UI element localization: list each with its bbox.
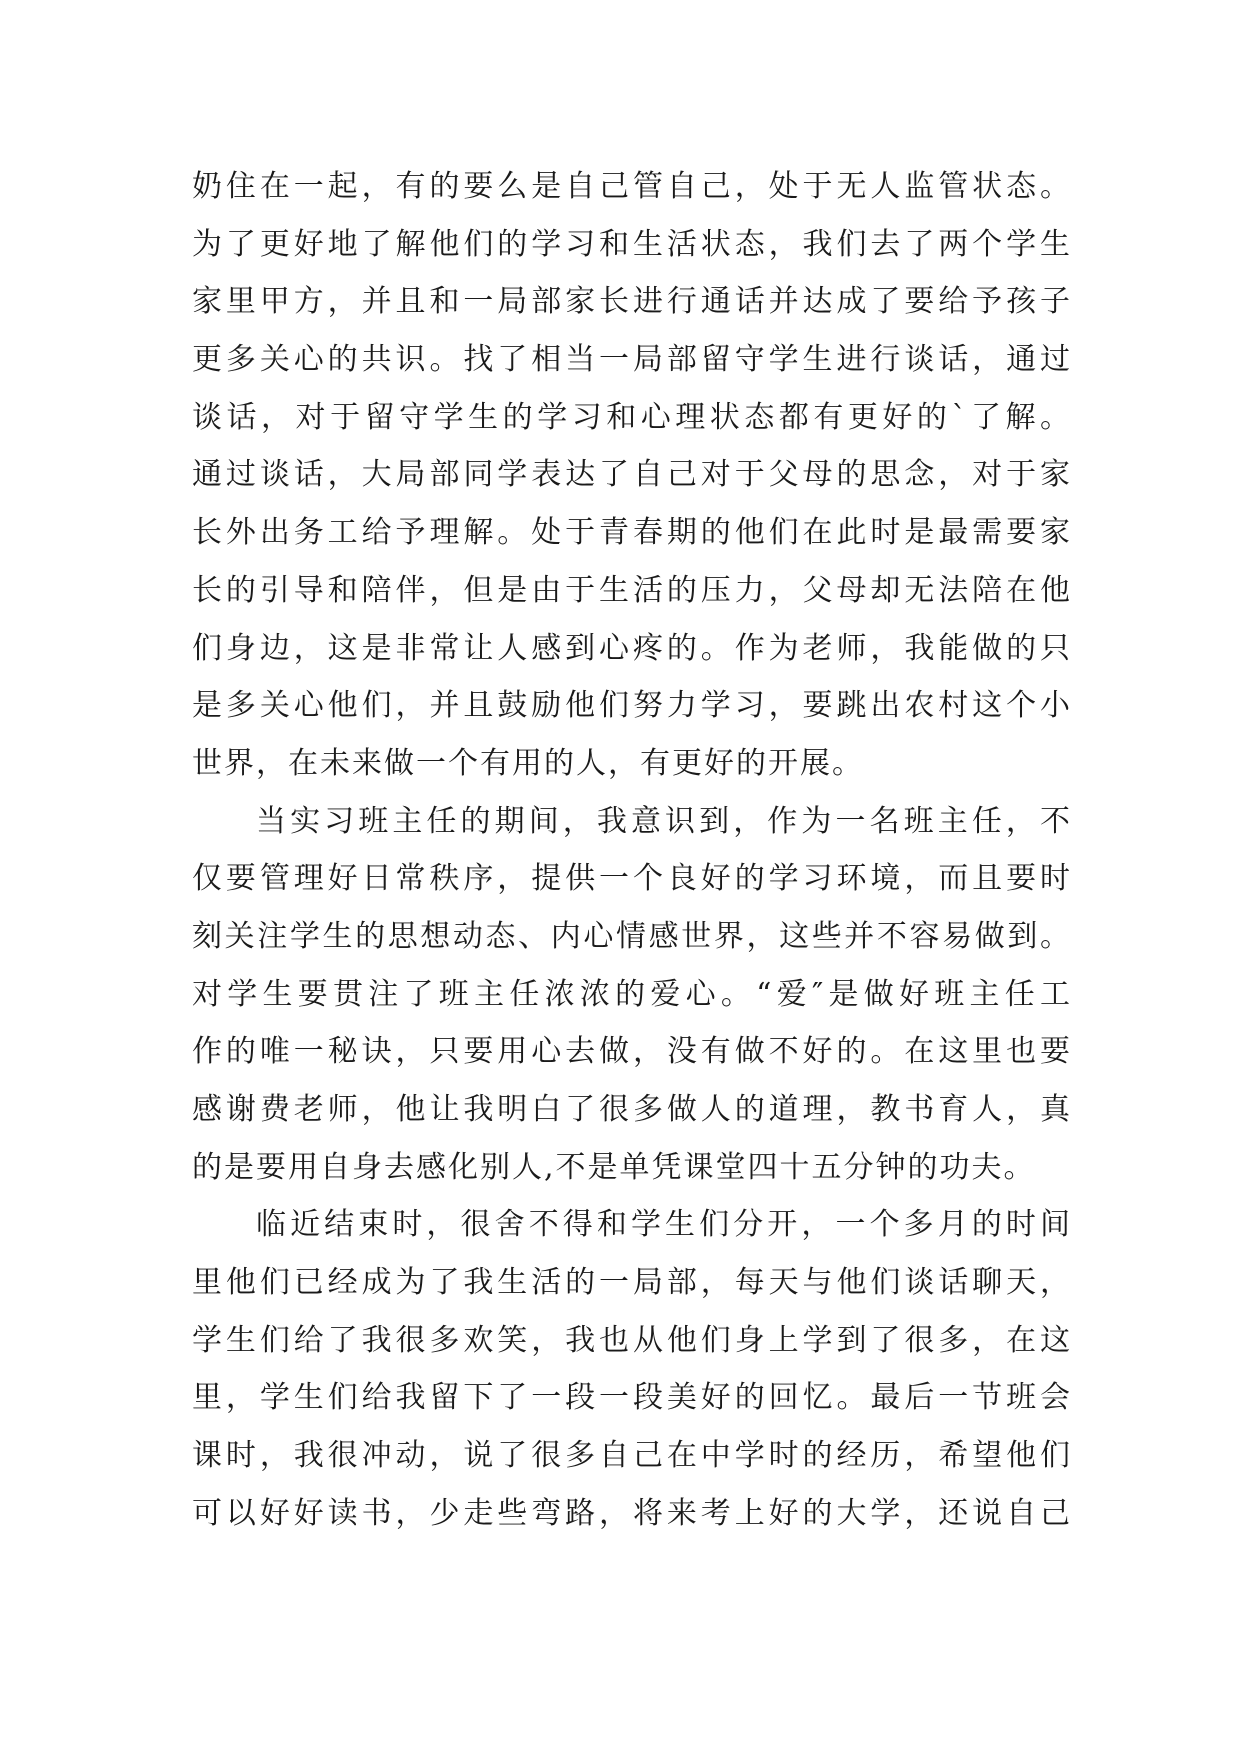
text-line: 感谢费老师，他让我明白了很多做人的道理，教书育人，真 xyxy=(192,1092,1072,1127)
text-line: 刻关注学生的思想动态、内心情感世界，这些并不容易做到。 xyxy=(192,918,1072,954)
text-line: 们身边，这是非常让人感到心疼的。作为老师，我能做的只 xyxy=(192,630,1072,666)
text-line: 长外出务工给予理解。处于青春期的他们在此时是最需要家 xyxy=(192,515,1072,551)
text-line: 课时，我很冲动，说了很多自己在中学时的经历，希望他们 xyxy=(192,1438,1072,1474)
text-line: 对学生要贯注了班主任浓浓的爱心。“爱″是做好班主任工 xyxy=(192,976,1072,1012)
text-line: 学生们给了我很多欢笑，我也从他们身上学到了很多，在这 xyxy=(192,1322,1072,1358)
text-line: 奶住在一起，有的要么是自己管自己，处于无人监管状态。 xyxy=(192,169,1072,204)
text-line: 是多关心他们，并且鼓励他们努力学习，要跳出农村这个小 xyxy=(192,688,1072,724)
text-line: 当实习班主任的期间，我意识到，作为一名班主任，不 xyxy=(256,803,1072,839)
text-line: 里他们已经成为了我生活的一局部，每天与他们谈话聊天， xyxy=(192,1265,1072,1301)
paragraph-1 xyxy=(192,158,1072,793)
text-line: 里，学生们给我留下了一段一段美好的回忆。最后一节班会 xyxy=(192,1380,1072,1416)
text-line: 仅要管理好日常秩序，提供一个良好的学习环境，而且要时 xyxy=(192,861,1072,897)
text-line: 世界，在未来做一个有用的人，有更好的开展。 xyxy=(192,745,864,781)
text-line: 的是要用自身去感化别人,不是单凭课堂四十五分钟的功夫。 xyxy=(192,1149,1036,1185)
text-line: 通过谈话，大局部同学表达了自己对于父母的思念，对于家 xyxy=(192,457,1072,493)
text-line: 为了更好地了解他们的学习和生活状态，我们去了两个学生 xyxy=(192,226,1072,262)
paragraph-3 xyxy=(192,1196,1072,1542)
text-line: 临近结束时，很舍不得和学生们分开，一个多月的时间 xyxy=(256,1207,1072,1243)
text-line: 作的唯一秘诀，只要用心去做，没有做不好的。在这里也要 xyxy=(192,1034,1072,1070)
text-line: 更多关心的共识。找了相当一局部留守学生进行谈话，通过 xyxy=(192,342,1072,378)
text-line: 家里甲方，并且和一局部家长进行通话并达成了要给予孩子 xyxy=(192,284,1072,320)
document-body xyxy=(192,158,1072,1543)
text-line: 长的引导和陪伴，但是由于生活的压力，父母却无法陪在他 xyxy=(192,572,1072,608)
text-line: 可以好好读书，少走些弯路，将来考上好的大学，还说自己 xyxy=(192,1495,1072,1531)
text-line: 谈话，对于留守学生的学习和心理状态都有更好的`了解。 xyxy=(192,399,1072,435)
paragraph-2 xyxy=(192,793,1072,1197)
